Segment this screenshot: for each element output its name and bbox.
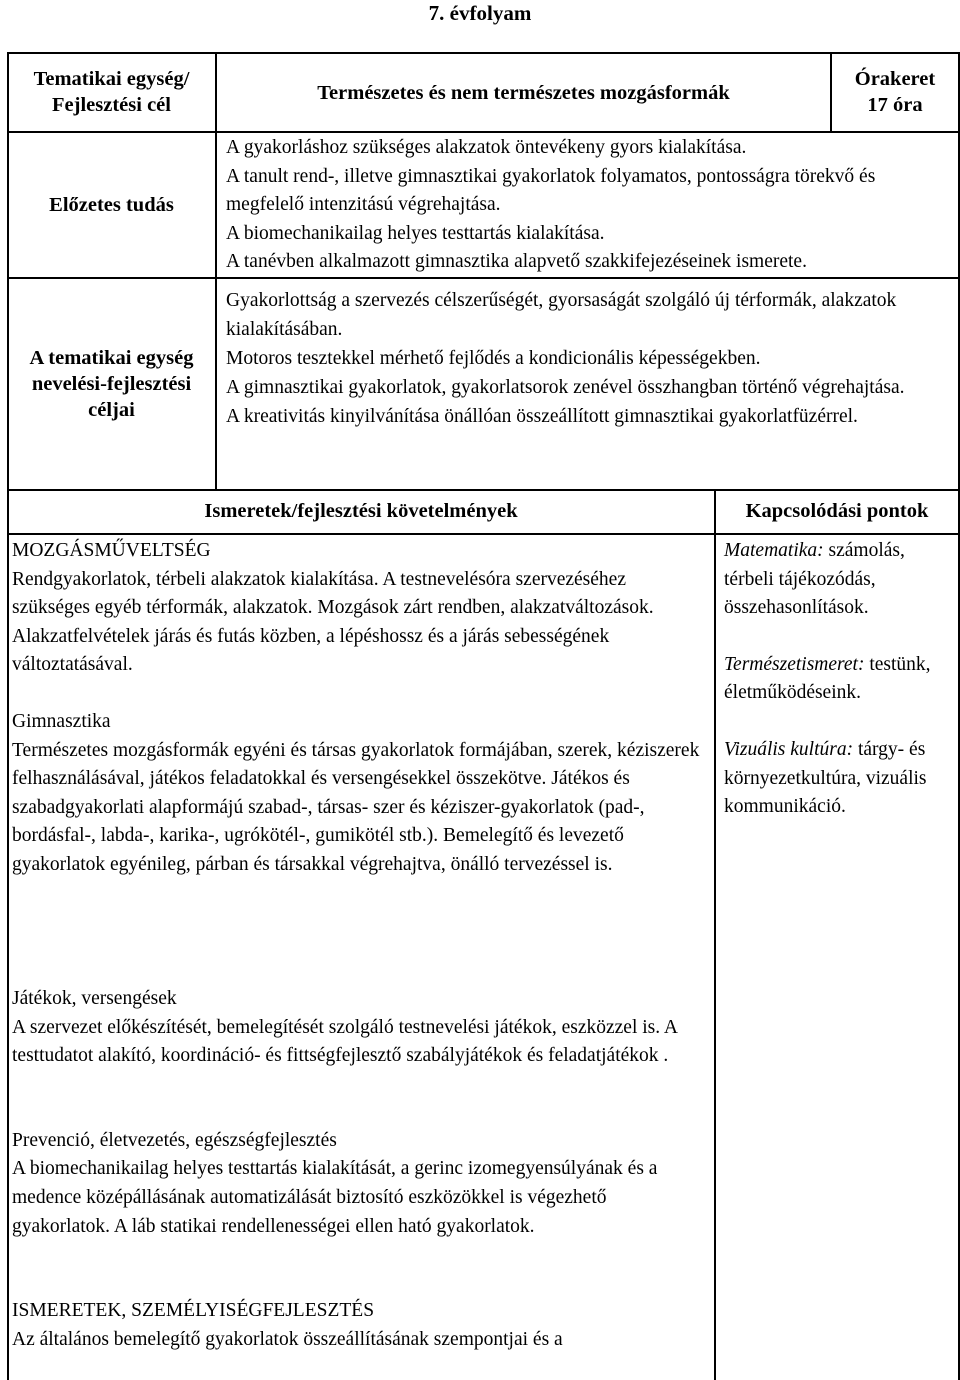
section-text: Rendgyakorlatok, térbeli alakzatok kialakítása. A testnevelésóra szervezéséhez szükséges egyéb térformák, alakzatok. Mozgások zárt rendben, alakzatváltozások. Alakzatfelvételek járás és futás közben, a lépéshossz és a járás sebességének változtatásával. (12, 568, 654, 676)
label-column-divider (215, 52, 217, 489)
requirements-header: Ismeretek/fejlesztési követelmények (204, 500, 518, 522)
section-title: ISMERETEK, SZEMÉLYISÉGFEJLESZTÉS (12, 1300, 375, 1322)
hours-label: Órakeret (854, 68, 936, 90)
connection-item (724, 736, 952, 822)
connections-content (724, 537, 952, 822)
requirements-section (12, 985, 707, 1071)
requirements-section (12, 537, 707, 680)
connection-item (724, 651, 952, 708)
requirements-content-2 (12, 985, 707, 1354)
goals-text (226, 286, 941, 431)
prior-line: A biomechanikailag helyes testtartás kialakítása. (226, 222, 605, 244)
table-border-top (7, 52, 959, 54)
row-divider-1 (7, 131, 959, 133)
prior-line: A tanult rend-, illetve gimnasztikai gyakorlatok folyamatos, pontosságra törekvő és megfelelő intenzitású végrehajtása. (226, 165, 876, 215)
hours-value: 17 óra (867, 94, 923, 116)
section-title: Játékok, versengések (12, 988, 177, 1009)
goals-label: A tematikai egység nevelési-fejlesztési céljai (29, 347, 194, 421)
topic-label: Tematikai egység/ Fejlesztési cél (33, 68, 190, 116)
prior-knowledge-text (226, 134, 954, 277)
section-text: A szervezet előkészítését, bemelegítését szolgáló testnevelési játékok, eszközzel is. A testtudatot alakító, koordináció- és fittségfejlesztő szabályjátékok és feladatjátékok . (12, 1016, 677, 1067)
connection-subject: Természetismeret: (724, 653, 865, 675)
section-title: Gimnasztika (12, 710, 111, 732)
page-header: 7. évfolyam (428, 1, 532, 25)
section-title: Prevenció, életvezetés, egészségfejlesztés (12, 1129, 337, 1151)
row-divider-4 (7, 533, 959, 535)
goal-line: Gyakorlottság a szervezés célszerűségét, gyorsaságát szolgáló új térformák, alakzatok kialakításában. (226, 290, 897, 340)
connection-text: tárgy- és környezetkultúra, vizuális kommunikáció. (724, 738, 927, 818)
section-title: MOZGÁSMŰVELTSÉG (12, 540, 211, 561)
connections-column-divider (714, 489, 716, 1380)
table-border-left (7, 52, 9, 1380)
section-text: A biomechanikailag helyes testtartás kialakítását, a gerinc izomegyensúlyának és a medence középállásának automatizálását biztosító eszközökkel is végezhető gyakorlatok. A láb statikai rendellenességei ellen ható gyakorlatok. (12, 1158, 658, 1237)
hours-cell (832, 66, 958, 118)
requirements-content (12, 537, 707, 880)
requirements-section (12, 1297, 707, 1354)
requirements-section (12, 708, 707, 880)
row-divider-3 (7, 489, 959, 491)
prior-knowledge-label: Előzetes tudás (49, 194, 174, 216)
connection-text: számolás, térbeli tájékozódás, összehasonlítások. (724, 540, 905, 619)
goal-line: A gimnasztikai gyakorlatok, gyakorlatsorok zenével összhangban történő végrehajtása. (226, 377, 905, 398)
prior-line: A tanévben alkalmazott gimnasztika alapvető szakkifejezéseinek ismerete. (226, 251, 807, 272)
requirements-section (12, 1127, 707, 1241)
connection-subject: Matematika: (724, 540, 824, 561)
connection-subject: Vizuális kultúra: (724, 738, 854, 760)
section-text: Természetes mozgásformák egyéni és társas gyakorlatok formájában, szerek, kéziszerek felhasználásával, játékos feladatokkal és versengésekkel összekötve. Játékos és szabadgyakorlati alapformájú szabad-, társas- szer és kéziszer-gyakorlatok (pad-, bordásfal-, labda-, karika-, ugrókötél-, gumikötél stb.). Bemelegítő és levezető gyakorlatok egyénileg, párban és társakkal végrehajtva, önálló tervezéssel is. (12, 739, 700, 875)
row-divider-2 (7, 277, 959, 279)
prior-line: A gyakorláshoz szükséges alakzatok öntevékeny gyors kialakítása. (226, 137, 747, 158)
goal-line: A kreativitás kinyilvánítása önállóan összeállított gimnasztikai gyakorlatfüzérrel. (226, 406, 858, 427)
topic-title: Természetes és nem természetes mozgásformák (317, 82, 730, 104)
goal-line: Motoros tesztekkel mérhető fejlődés a kondicionális képességekben. (226, 348, 761, 369)
connection-text: testünk, életműködéseink. (724, 653, 931, 704)
section-text: Az általános bemelegítő gyakorlatok összeállításának szempontjai és a (12, 1328, 563, 1350)
connections-header: Kapcsolódási pontok (745, 500, 929, 522)
table-border-right (958, 52, 960, 1380)
connection-item (724, 537, 952, 623)
